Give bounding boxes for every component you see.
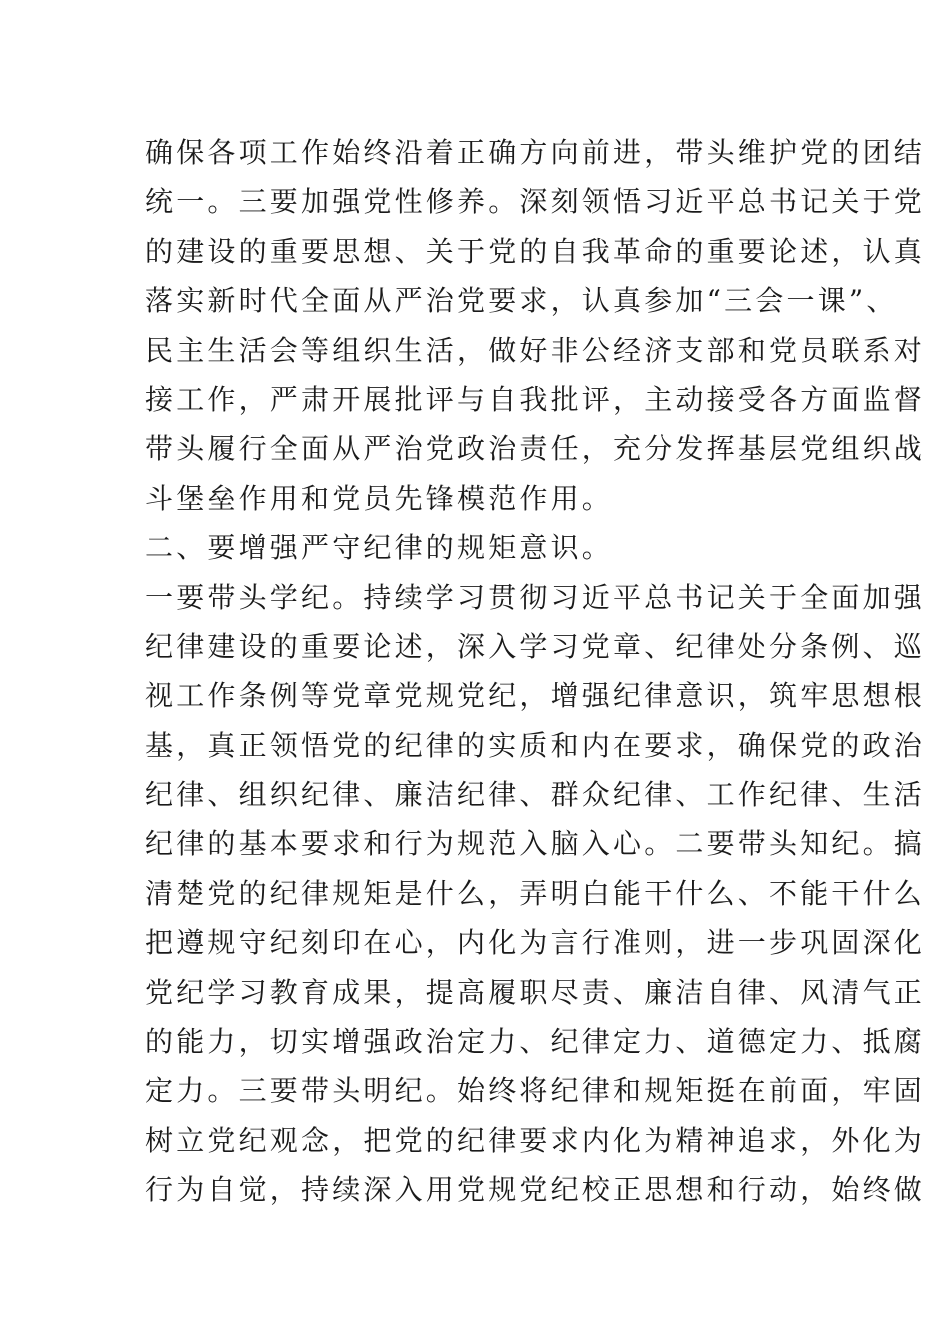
text-line: 清楚党的纪律规矩是什么，弄明白能干什么、不能干什么: [145, 876, 926, 910]
text-line: 统一。三要加强党性修养。深刻领悟习近平总书记关于党: [145, 185, 926, 219]
text-line: 视工作条例等党章党规党纪，增强纪律意识，筑牢思想根: [145, 679, 926, 713]
text-line: 纪律、组织纪律、廉洁纪律、群众纪律、工作纪律、生活: [145, 778, 926, 812]
text-line: 行为自觉，持续深入用党规党纪校正思想和行动，始终做: [145, 1173, 926, 1207]
text-line: 纪律的基本要求和行为规范入脑入心。二要带头知纪。搞: [145, 827, 926, 861]
text-line: 斗堡垒作用和党员先锋模范作用。: [145, 481, 614, 515]
text-line: 树立党纪观念，把党的纪律要求内化为精神追求，外化为: [145, 1123, 926, 1157]
text-line: 带头履行全面从严治党政治责任，充分发挥基层党组织战: [145, 432, 926, 466]
text-line: 确保各项工作始终沿着正确方向前进，带头维护党的团结: [145, 136, 926, 169]
text-line: 的能力，切实增强政治定力、纪律定力、道德定力、抵腐: [145, 1025, 926, 1059]
text-line: 落实新时代全面从严治党要求，认真参加“三会一课”、: [145, 284, 898, 318]
text-line: 接工作，严肃开展批评与自我批评，主动接受各方面监督: [145, 382, 926, 416]
text-line: 把遵规守纪刻印在心，内化为言行准则，进一步巩固深化: [145, 926, 926, 960]
text-line: 基，真正领悟党的纪律的实质和内在要求，确保党的政治: [145, 728, 926, 762]
text-line: 纪律建设的重要论述，深入学习党章、纪律处分条例、巡: [145, 629, 926, 663]
text-line: 一要带头学纪。持续学习贯彻习近平总书记关于全面加强: [145, 580, 926, 614]
text-line: 的建设的重要思想、关于党的自我革命的重要论述，认真: [145, 234, 926, 268]
section-heading: 二、要增强严守纪律的规矩意识。: [145, 531, 614, 565]
text-line: 党纪学习教育成果，提高履职尽责、廉洁自律、风清气正: [145, 975, 926, 1009]
text-line: 民主生活会等组织生活，做好非公经济支部和党员联系对: [145, 333, 926, 367]
document-body: [145, 128, 926, 1215]
text-line: 定力。三要带头明纪。始终将纪律和规矩挺在前面，牢固: [145, 1074, 926, 1108]
